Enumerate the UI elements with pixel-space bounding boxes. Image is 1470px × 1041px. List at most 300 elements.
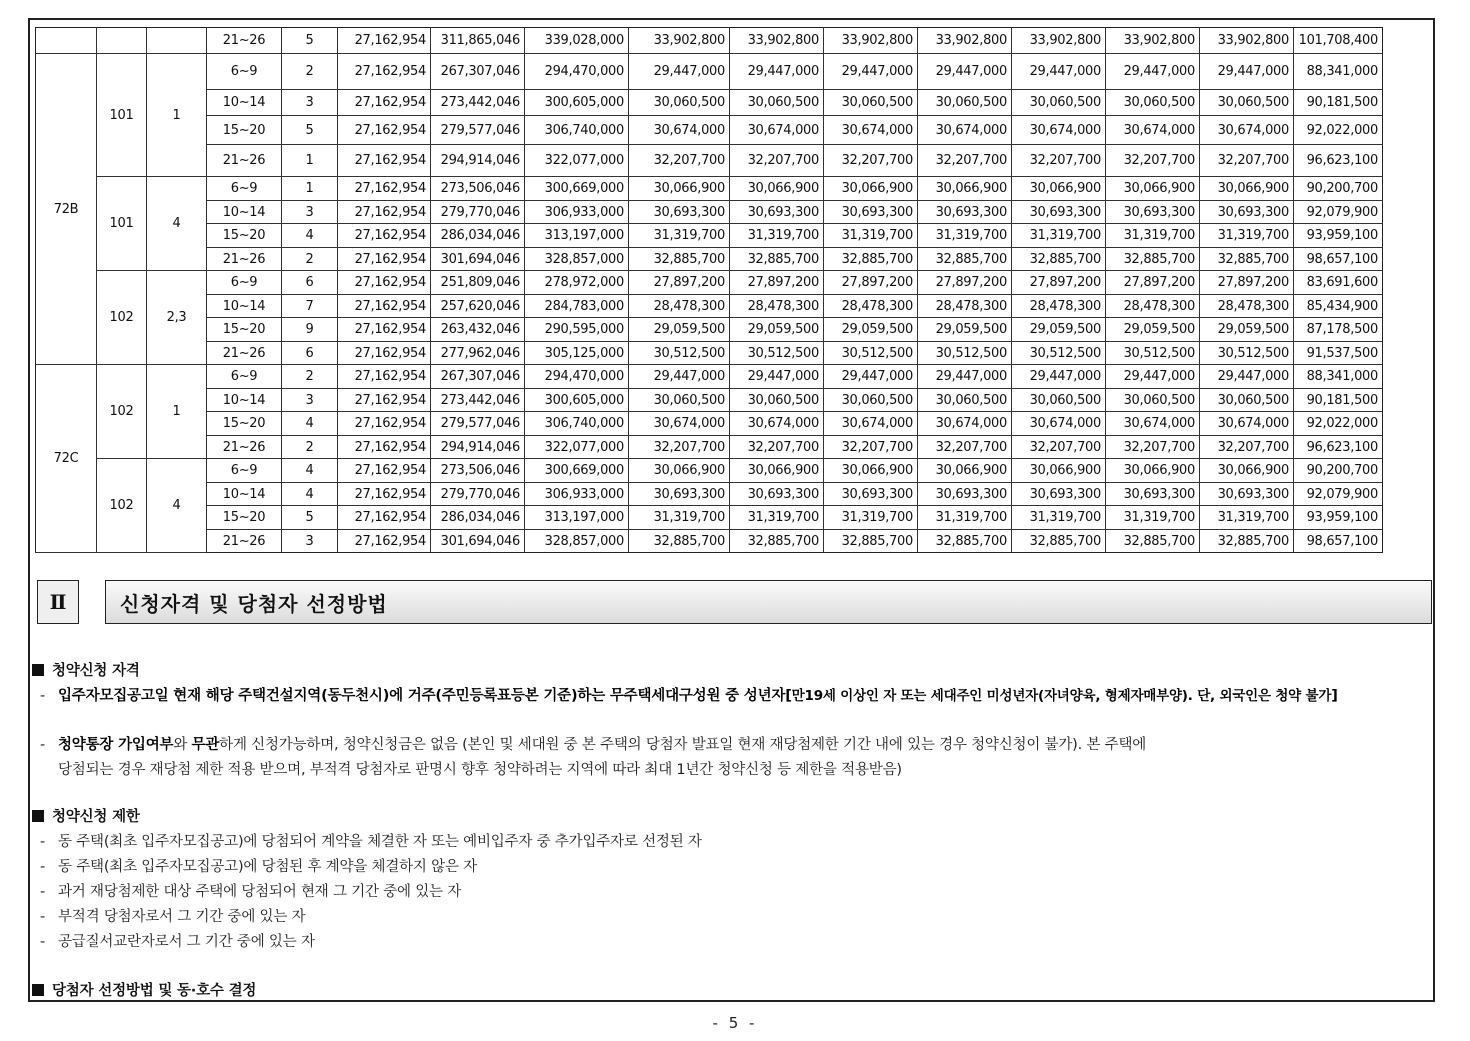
table-cell: 30,674,000 — [1106, 412, 1200, 436]
table-cell: 31,319,700 — [1200, 224, 1294, 248]
page-number: - 5 - — [712, 1014, 758, 1032]
table-row — [36, 389, 1383, 412]
table-cell: 83,691,600 — [1294, 271, 1383, 295]
table-row — [36, 530, 1383, 553]
table-cell: 30,674,000 — [1200, 116, 1294, 145]
restriction-item: - 동 주택(최초 입주자모집공고)에 당첨되어 계약을 체결한 자 또는 예비입주자 중 추가입주자로 선정된 자 — [40, 834, 702, 850]
table-cell: 33,902,800 — [1106, 28, 1200, 54]
table-cell: 27,162,954 — [338, 224, 431, 248]
table-cell: 96,623,100 — [1294, 436, 1383, 459]
table-cell: 90,200,700 — [1294, 459, 1383, 483]
table-cell: 29,059,500 — [1106, 318, 1200, 342]
table-cell: 306,740,000 — [525, 412, 629, 436]
table-row — [36, 224, 1383, 248]
table-cell: 4 — [147, 459, 207, 553]
table-cell: 6 — [282, 271, 338, 295]
table-cell: 300,669,000 — [525, 459, 629, 483]
table-cell: 30,693,300 — [730, 201, 824, 224]
table-cell: 30,693,300 — [918, 483, 1012, 506]
table-cell: 7 — [282, 295, 338, 318]
table-cell: 33,902,800 — [1012, 28, 1106, 54]
table-cell: 30,693,300 — [629, 201, 730, 224]
table-cell: 6~9 — [207, 54, 282, 90]
table-cell: 21~26 — [207, 530, 282, 553]
table-cell: 29,447,000 — [1200, 365, 1294, 389]
table-cell: 3 — [282, 530, 338, 553]
table-cell: 92,022,000 — [1294, 412, 1383, 436]
table-cell: 30,512,500 — [1106, 342, 1200, 365]
table-cell: 90,200,700 — [1294, 177, 1383, 201]
table-cell: 30,060,500 — [824, 90, 918, 116]
table-cell: 30,060,500 — [1106, 90, 1200, 116]
table-cell: 29,447,000 — [730, 365, 824, 389]
table-cell: 5 — [282, 116, 338, 145]
table-cell: 3 — [282, 90, 338, 116]
table-cell: 294,914,046 — [431, 436, 525, 459]
table-cell: 27,897,200 — [629, 271, 730, 295]
table-cell: 27,162,954 — [338, 506, 431, 530]
eligibility-item-2: - 청약통장 가입여부와 무관하게 신청가능하며, 청약신청금은 없음 (본인 및 세대원 중 본 주택의 당첨자 발표일 현재 재당첨제한 기간 내에 있는 경우 청약신청이 불가). 본 주택에 당첨되는 경우 재당첨 제한 적용 받으며, 부적격 당첨자로 판명시 향후 청약하려는 지역에 따라 최대 1년간 청약신청 등 제한을 적용받음) — [40, 737, 1147, 778]
table-cell: 294,470,000 — [525, 365, 629, 389]
table-cell: 15~20 — [207, 506, 282, 530]
table-cell: 294,914,046 — [431, 145, 525, 177]
table-row — [36, 506, 1383, 530]
table-cell: 72B — [36, 54, 97, 365]
table-cell: 15~20 — [207, 116, 282, 145]
table-cell: 15~20 — [207, 412, 282, 436]
table-cell: 29,447,000 — [1106, 365, 1200, 389]
table-cell: 32,207,700 — [918, 145, 1012, 177]
table-cell: 21~26 — [207, 248, 282, 271]
table-cell: 30,674,000 — [629, 412, 730, 436]
table-cell: 10~14 — [207, 483, 282, 506]
table-cell: 30,693,300 — [1106, 201, 1200, 224]
table-cell: 32,207,700 — [1106, 145, 1200, 177]
table-cell: 30,066,900 — [918, 177, 1012, 201]
table-cell: 27,897,200 — [824, 271, 918, 295]
table-cell: 32,885,700 — [629, 530, 730, 553]
table-cell: 32,885,700 — [1106, 248, 1200, 271]
table-cell: 90,181,500 — [1294, 389, 1383, 412]
table-cell: 32,207,700 — [1200, 145, 1294, 177]
table-cell: 31,319,700 — [629, 506, 730, 530]
table-cell: 27,162,954 — [338, 436, 431, 459]
table-cell: 279,577,046 — [431, 412, 525, 436]
square-bullet-icon — [32, 810, 44, 822]
square-bullet-icon — [32, 984, 44, 996]
table-cell: 93,959,100 — [1294, 224, 1383, 248]
table-cell: 322,077,000 — [525, 436, 629, 459]
selection-heading: 당첨자 선정방법 및 동·호수 결정 — [32, 981, 256, 1001]
table-cell: 6 — [282, 342, 338, 365]
table-cell: 27,162,954 — [338, 90, 431, 116]
table-cell: 27,162,954 — [338, 459, 431, 483]
table-cell: 29,447,000 — [629, 54, 730, 90]
table-cell: 267,307,046 — [431, 365, 525, 389]
table-cell: 27,162,954 — [338, 116, 431, 145]
table-cell: 32,207,700 — [1012, 145, 1106, 177]
table-cell: 30,512,500 — [730, 342, 824, 365]
table-cell: 31,319,700 — [1106, 224, 1200, 248]
table-cell: 27,162,954 — [338, 365, 431, 389]
table-cell: 2 — [282, 54, 338, 90]
table-cell: 32,207,700 — [629, 436, 730, 459]
table-cell: 27,162,954 — [338, 342, 431, 365]
table-cell: 21~26 — [207, 28, 282, 54]
eligibility-heading: 청약신청 자격 — [32, 661, 140, 681]
table-cell: 30,693,300 — [824, 483, 918, 506]
table-cell: 27,162,954 — [338, 530, 431, 553]
table-cell: 3 — [282, 201, 338, 224]
section-header — [37, 580, 1430, 626]
table-cell: 30,060,500 — [918, 90, 1012, 116]
table-cell: 92,022,000 — [1294, 116, 1383, 145]
table-cell: 30,066,900 — [1200, 459, 1294, 483]
price-table-body — [36, 28, 1383, 553]
table-cell: 30,060,500 — [918, 389, 1012, 412]
table-cell: 6~9 — [207, 459, 282, 483]
table-cell: 30,693,300 — [1200, 483, 1294, 506]
table-cell: 300,669,000 — [525, 177, 629, 201]
table-cell: 29,447,000 — [824, 365, 918, 389]
table-cell: 98,657,100 — [1294, 530, 1383, 553]
table-cell: 32,207,700 — [918, 436, 1012, 459]
table-cell: 30,060,500 — [730, 389, 824, 412]
table-cell: 273,442,046 — [431, 90, 525, 116]
table-cell: 313,197,000 — [525, 506, 629, 530]
table-cell: 32,885,700 — [824, 530, 918, 553]
table-cell: 29,059,500 — [1012, 318, 1106, 342]
table-cell: 290,595,000 — [525, 318, 629, 342]
table-row — [36, 318, 1383, 342]
table-row — [36, 271, 1383, 295]
table-cell: 93,959,100 — [1294, 506, 1383, 530]
table-cell: 30,066,900 — [824, 177, 918, 201]
table-cell: 101 — [97, 177, 147, 271]
table-cell: 29,447,000 — [730, 54, 824, 90]
table-cell: 277,962,046 — [431, 342, 525, 365]
table-cell: 28,478,300 — [1012, 295, 1106, 318]
table-cell: 29,059,500 — [824, 318, 918, 342]
table-cell: 32,885,700 — [918, 248, 1012, 271]
table-cell: 33,902,800 — [918, 28, 1012, 54]
table-cell: 30,693,300 — [1012, 201, 1106, 224]
table-cell: 30,674,000 — [918, 116, 1012, 145]
table-cell: 28,478,300 — [629, 295, 730, 318]
table-cell: 30,674,000 — [730, 412, 824, 436]
table-row — [36, 177, 1383, 201]
table-cell: 27,162,954 — [338, 248, 431, 271]
table-cell: 101,708,400 — [1294, 28, 1383, 54]
table-cell: 92,079,900 — [1294, 201, 1383, 224]
table-cell: 30,674,000 — [918, 412, 1012, 436]
table-cell: 31,319,700 — [1012, 506, 1106, 530]
table-cell: 27,897,200 — [1012, 271, 1106, 295]
restriction-heading: 청약신청 제한 — [32, 807, 140, 827]
table-cell: 30,066,900 — [1106, 177, 1200, 201]
table-cell: 32,885,700 — [730, 248, 824, 271]
table-cell: 300,605,000 — [525, 90, 629, 116]
table-cell: 257,620,046 — [431, 295, 525, 318]
table-cell: 27,162,954 — [338, 295, 431, 318]
table-cell: 30,512,500 — [1200, 342, 1294, 365]
table-cell: 27,162,954 — [338, 483, 431, 506]
table-cell: 2 — [282, 248, 338, 271]
restriction-list — [40, 830, 1405, 955]
table-cell: 101 — [97, 54, 147, 177]
table-cell: 1 — [282, 145, 338, 177]
table-cell: 31,319,700 — [629, 224, 730, 248]
table-cell: 32,207,700 — [1012, 436, 1106, 459]
table-cell: 29,059,500 — [918, 318, 1012, 342]
table-cell: 5 — [282, 506, 338, 530]
table-cell: 29,059,500 — [629, 318, 730, 342]
table-cell: 28,478,300 — [1200, 295, 1294, 318]
table-cell: 29,447,000 — [918, 54, 1012, 90]
table-cell: 30,060,500 — [730, 90, 824, 116]
table-cell: 32,207,700 — [730, 436, 824, 459]
table-cell: 273,442,046 — [431, 389, 525, 412]
table-cell: 4 — [282, 459, 338, 483]
table-cell: 31,319,700 — [918, 506, 1012, 530]
table-cell: 30,674,000 — [1200, 412, 1294, 436]
table-cell: 30,066,900 — [730, 177, 824, 201]
table-cell: 30,674,000 — [1012, 412, 1106, 436]
table-cell: 279,770,046 — [431, 483, 525, 506]
table-cell: 339,028,000 — [525, 28, 629, 54]
table-cell: 30,066,900 — [824, 459, 918, 483]
table-cell: 30,060,500 — [824, 389, 918, 412]
table-cell: 33,902,800 — [629, 28, 730, 54]
table-row — [36, 365, 1383, 389]
table-cell: 27,897,200 — [730, 271, 824, 295]
table-cell: 30,693,300 — [730, 483, 824, 506]
table-cell: 27,162,954 — [338, 54, 431, 90]
table-cell: 30,512,500 — [918, 342, 1012, 365]
table-cell: 88,341,000 — [1294, 54, 1383, 90]
table-cell: 32,885,700 — [1012, 248, 1106, 271]
table-cell: 31,319,700 — [824, 224, 918, 248]
table-cell: 27,897,200 — [1106, 271, 1200, 295]
table-cell — [36, 28, 97, 54]
table-cell: 311,865,046 — [431, 28, 525, 54]
table-cell: 33,902,800 — [730, 28, 824, 54]
table-cell: 88,341,000 — [1294, 365, 1383, 389]
table-cell — [147, 28, 207, 54]
table-cell: 27,162,954 — [338, 201, 431, 224]
table-row — [36, 412, 1383, 436]
table-cell: 96,623,100 — [1294, 145, 1383, 177]
table-cell: 305,125,000 — [525, 342, 629, 365]
table-cell: 328,857,000 — [525, 530, 629, 553]
table-cell: 32,885,700 — [1200, 248, 1294, 271]
table-cell: 91,537,500 — [1294, 342, 1383, 365]
table-cell: 306,933,000 — [525, 201, 629, 224]
table-cell: 21~26 — [207, 436, 282, 459]
table-cell: 31,319,700 — [730, 506, 824, 530]
table-cell: 27,162,954 — [338, 28, 431, 54]
table-cell: 3 — [282, 389, 338, 412]
restriction-item: - 동 주택(최초 입주자모집공고)에 당첨된 후 계약을 체결하지 않은 자 — [40, 859, 477, 875]
table-cell: 30,693,300 — [918, 201, 1012, 224]
table-cell: 30,060,500 — [1200, 389, 1294, 412]
table-cell: 27,897,200 — [918, 271, 1012, 295]
table-cell: 4 — [282, 483, 338, 506]
table-cell: 30,674,000 — [730, 116, 824, 145]
table-cell: 30,066,900 — [1012, 459, 1106, 483]
table-cell: 5 — [282, 28, 338, 54]
section-title: 신청자격 및 당첨자 선정방법 — [105, 580, 1432, 624]
table-cell: 9 — [282, 318, 338, 342]
table-cell: 294,470,000 — [525, 54, 629, 90]
table-cell: 32,885,700 — [1012, 530, 1106, 553]
table-cell: 29,447,000 — [1200, 54, 1294, 90]
table-cell: 10~14 — [207, 389, 282, 412]
table-cell: 29,447,000 — [918, 365, 1012, 389]
table-cell: 30,060,500 — [1200, 90, 1294, 116]
table-cell: 30,066,900 — [629, 177, 730, 201]
table-cell: 273,506,046 — [431, 459, 525, 483]
table-cell: 31,319,700 — [918, 224, 1012, 248]
table-cell: 10~14 — [207, 295, 282, 318]
table-cell: 15~20 — [207, 224, 282, 248]
table-cell: 31,319,700 — [1200, 506, 1294, 530]
table-cell: 286,034,046 — [431, 224, 525, 248]
table-cell: 4 — [147, 177, 207, 271]
table-row — [36, 248, 1383, 271]
table-cell: 31,319,700 — [1012, 224, 1106, 248]
table-row — [36, 483, 1383, 506]
table-cell: 301,694,046 — [431, 530, 525, 553]
table-cell: 1 — [282, 177, 338, 201]
table-cell: 29,447,000 — [1012, 365, 1106, 389]
table-cell: 278,972,000 — [525, 271, 629, 295]
table-cell: 30,693,300 — [1106, 483, 1200, 506]
table-cell: 33,902,800 — [1200, 28, 1294, 54]
table-cell: 2 — [282, 365, 338, 389]
table-cell: 15~20 — [207, 318, 282, 342]
table-cell: 21~26 — [207, 342, 282, 365]
table-cell: 28,478,300 — [730, 295, 824, 318]
table-cell: 328,857,000 — [525, 248, 629, 271]
table-row — [36, 28, 1383, 54]
table-cell: 1 — [147, 365, 207, 459]
table-cell: 267,307,046 — [431, 54, 525, 90]
table-cell: 30,066,900 — [730, 459, 824, 483]
table-cell: 286,034,046 — [431, 506, 525, 530]
table-cell: 30,066,900 — [1200, 177, 1294, 201]
table-cell: 85,434,900 — [1294, 295, 1383, 318]
table-cell: 273,506,046 — [431, 177, 525, 201]
restriction-item: - 공급질서교란자로서 그 기간 중에 있는 자 — [40, 934, 315, 950]
table-cell: 30,060,500 — [1012, 90, 1106, 116]
table-cell: 30,693,300 — [1200, 201, 1294, 224]
table-cell: 32,207,700 — [824, 145, 918, 177]
table-cell: 251,809,046 — [431, 271, 525, 295]
table-cell: 30,512,500 — [629, 342, 730, 365]
table-cell: 30,693,300 — [1012, 483, 1106, 506]
table-cell: 10~14 — [207, 201, 282, 224]
table-cell: 28,478,300 — [918, 295, 1012, 318]
table-cell: 306,933,000 — [525, 483, 629, 506]
table-cell: 33,902,800 — [824, 28, 918, 54]
table-cell: 29,059,500 — [730, 318, 824, 342]
table-cell: 6~9 — [207, 271, 282, 295]
table-cell: 32,885,700 — [824, 248, 918, 271]
table-cell: 4 — [282, 224, 338, 248]
table-cell: 2,3 — [147, 271, 207, 365]
table-cell: 32,885,700 — [629, 248, 730, 271]
table-cell: 279,770,046 — [431, 201, 525, 224]
table-cell: 27,162,954 — [338, 177, 431, 201]
table-cell: 6~9 — [207, 177, 282, 201]
table-cell: 10~14 — [207, 90, 282, 116]
table-cell: 30,674,000 — [1106, 116, 1200, 145]
table-cell: 30,512,500 — [1012, 342, 1106, 365]
table-cell: 27,162,954 — [338, 389, 431, 412]
price-table — [35, 27, 1383, 553]
table-cell: 306,740,000 — [525, 116, 629, 145]
table-row — [36, 90, 1383, 116]
table-cell: 301,694,046 — [431, 248, 525, 271]
table-cell: 30,512,500 — [824, 342, 918, 365]
table-cell: 263,432,046 — [431, 318, 525, 342]
table-cell: 284,783,000 — [525, 295, 629, 318]
table-cell: 30,066,900 — [629, 459, 730, 483]
table-cell: 2 — [282, 436, 338, 459]
table-cell: 31,319,700 — [730, 224, 824, 248]
table-cell: 29,447,000 — [629, 365, 730, 389]
table-cell: 30,674,000 — [824, 116, 918, 145]
table-cell: 90,181,500 — [1294, 90, 1383, 116]
restriction-item: - 과거 재당첨제한 대상 주택에 당첨되어 현재 그 기간 중에 있는 자 — [40, 884, 462, 900]
table-cell: 31,319,700 — [824, 506, 918, 530]
table-cell: 322,077,000 — [525, 145, 629, 177]
table-cell: 300,605,000 — [525, 389, 629, 412]
square-bullet-icon — [32, 664, 44, 676]
table-cell: 32,885,700 — [1200, 530, 1294, 553]
table-cell: 279,577,046 — [431, 116, 525, 145]
table-cell: 32,207,700 — [730, 145, 824, 177]
table-cell: 1 — [147, 54, 207, 177]
table-cell: 102 — [97, 271, 147, 365]
table-row — [36, 145, 1383, 177]
table-cell: 313,197,000 — [525, 224, 629, 248]
table-cell: 30,060,500 — [1106, 389, 1200, 412]
table-cell: 27,897,200 — [1200, 271, 1294, 295]
eligibility-item-1: - 입주자모집공고일 현재 해당 주택건설지역(동두천시)에 거주(주민등록표등본 기준)하는 무주택세대구성원 중 성년자[만19세 이상인 자 또는 세대주인 미성년자(자녀양육, 형제자매부양). 단, 외국인은 청약 불가] — [40, 688, 1338, 704]
table-cell: 32,207,700 — [629, 145, 730, 177]
table-cell: 31,319,700 — [1106, 506, 1200, 530]
table-row — [36, 116, 1383, 145]
table-cell — [97, 28, 147, 54]
table-row — [36, 436, 1383, 459]
table-cell: 28,478,300 — [1106, 295, 1200, 318]
table-cell: 30,693,300 — [629, 483, 730, 506]
restriction-item: - 부적격 당첨자로서 그 기간 중에 있는 자 — [40, 909, 306, 925]
table-cell: 30,066,900 — [1012, 177, 1106, 201]
table-cell: 32,885,700 — [918, 530, 1012, 553]
table-cell: 30,674,000 — [824, 412, 918, 436]
table-cell: 92,079,900 — [1294, 483, 1383, 506]
table-cell: 28,478,300 — [824, 295, 918, 318]
table-cell: 87,178,500 — [1294, 318, 1383, 342]
table-cell: 30,060,500 — [629, 389, 730, 412]
table-cell: 32,885,700 — [1106, 530, 1200, 553]
table-cell: 30,693,300 — [824, 201, 918, 224]
table-row — [36, 459, 1383, 483]
table-cell: 29,447,000 — [1106, 54, 1200, 90]
